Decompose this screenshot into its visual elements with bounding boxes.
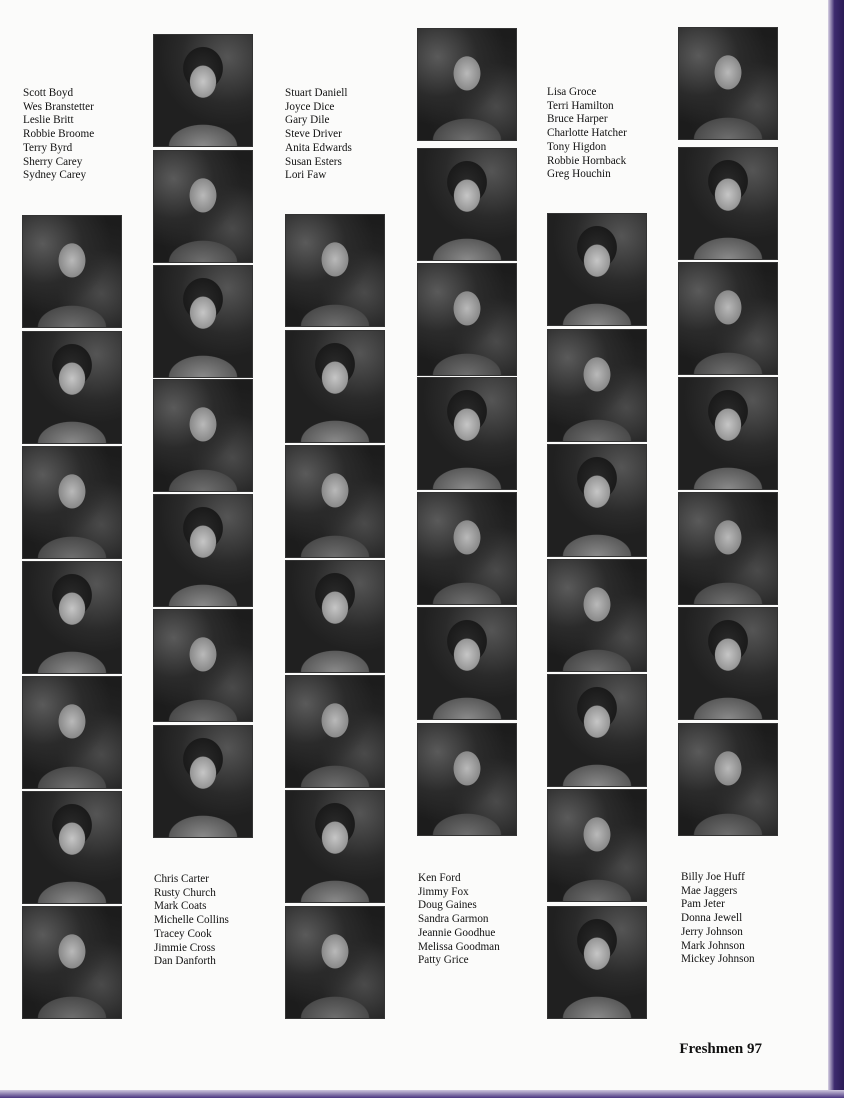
student-photo [548, 907, 646, 1018]
student-photo [418, 724, 516, 835]
student-photo [418, 608, 516, 719]
student-photo [548, 445, 646, 556]
student-photo [154, 495, 252, 606]
student-name: Mark Johnson [681, 939, 745, 952]
student-photo [154, 35, 252, 146]
student-photo [679, 493, 777, 604]
student-name: Tracey Cook [154, 927, 212, 940]
student-name: Pam Jeter [681, 898, 725, 911]
student-name: Leslie Britt [23, 114, 74, 127]
student-photo [23, 332, 121, 443]
student-name: Terri Hamilton [547, 99, 614, 112]
student-name: Michelle Collins [154, 914, 229, 927]
student-name: Patty Grice [418, 954, 469, 967]
student-photo [286, 215, 384, 326]
student-name: Gary Dile [285, 114, 330, 127]
student-photo [418, 264, 516, 375]
student-photo [548, 675, 646, 786]
name-list-col4 [418, 872, 500, 968]
student-name: Mae Jaggers [681, 884, 738, 897]
student-photo [418, 493, 516, 604]
page-number: 97 [747, 1041, 762, 1057]
student-photo [154, 380, 252, 491]
student-name: Steve Driver [285, 128, 342, 141]
student-photo [286, 446, 384, 557]
student-photo [286, 561, 384, 672]
section-title: Freshmen [679, 1041, 744, 1057]
student-photo [23, 792, 121, 903]
student-photo [679, 28, 777, 139]
student-name: Doug Gaines [418, 899, 477, 912]
student-photo [23, 216, 121, 327]
student-photo [286, 907, 384, 1018]
name-list-col3 [285, 87, 352, 183]
binding-edge-bottom [0, 1090, 844, 1098]
student-photo [286, 791, 384, 902]
student-photo [418, 29, 516, 140]
student-name: Sydney Carey [23, 169, 87, 182]
student-photo [23, 907, 121, 1018]
student-name: Terry Byrd [23, 141, 73, 154]
student-photo [418, 378, 516, 489]
student-name: Susan Esters [285, 155, 342, 168]
name-list-col2 [154, 873, 229, 969]
student-name: Sandra Garmon [418, 913, 489, 926]
student-photo [23, 562, 121, 673]
name-list-col6 [681, 871, 755, 967]
student-photo [23, 447, 121, 558]
student-photo [679, 148, 777, 259]
student-photo [548, 560, 646, 671]
student-name: Chris Carter [154, 873, 209, 885]
name-list-col1 [23, 87, 94, 183]
student-name: Anita Edwards [285, 141, 352, 154]
student-name: Bruce Harper [547, 113, 608, 126]
student-name: Stuart Daniell [285, 87, 348, 99]
student-name: Wes Branstetter [23, 100, 94, 113]
student-name: Mark Coats [154, 900, 207, 913]
student-name: Jerry Johnson [681, 925, 743, 938]
student-photo [154, 266, 252, 377]
binding-edge-right [828, 0, 844, 1098]
student-photo [154, 726, 252, 837]
student-name: Mickey Johnson [681, 953, 755, 966]
student-name: Ken Ford [418, 872, 461, 884]
student-name: Robbie Broome [23, 128, 95, 141]
student-name: Greg Houchin [547, 168, 611, 181]
student-name: Sherry Carey [23, 155, 83, 168]
student-name: Jimmie Cross [154, 941, 216, 954]
student-photo [548, 790, 646, 901]
student-name: Robbie Hornback [547, 154, 627, 167]
student-photo [679, 724, 777, 835]
student-photo [548, 330, 646, 441]
student-photo [286, 676, 384, 787]
student-photo [286, 331, 384, 442]
student-photo [679, 608, 777, 719]
student-photo [23, 677, 121, 788]
student-name: Rusty Church [154, 886, 216, 899]
name-list-col5 [547, 86, 627, 182]
student-name: Charlotte Hatcher [547, 127, 627, 140]
student-name: Tony Higdon [547, 140, 607, 153]
student-name: Melissa Goodman [418, 940, 500, 953]
student-name: Donna Jewell [681, 912, 743, 925]
student-photo [154, 610, 252, 721]
student-name: Jeannie Goodhue [418, 926, 496, 939]
student-name: Lori Faw [285, 169, 327, 182]
student-name: Scott Boyd [23, 87, 74, 99]
student-photo [679, 378, 777, 489]
student-name: Lisa Groce [547, 86, 597, 98]
student-photo [679, 263, 777, 374]
page-footer [679, 1041, 762, 1058]
student-name: Joyce Dice [285, 100, 335, 113]
student-photo [418, 149, 516, 260]
student-name: Billy Joe Huff [681, 871, 745, 883]
student-name: Dan Danforth [154, 955, 216, 968]
student-photo [154, 151, 252, 262]
student-name: Jimmy Fox [418, 885, 469, 898]
student-photo [548, 214, 646, 325]
